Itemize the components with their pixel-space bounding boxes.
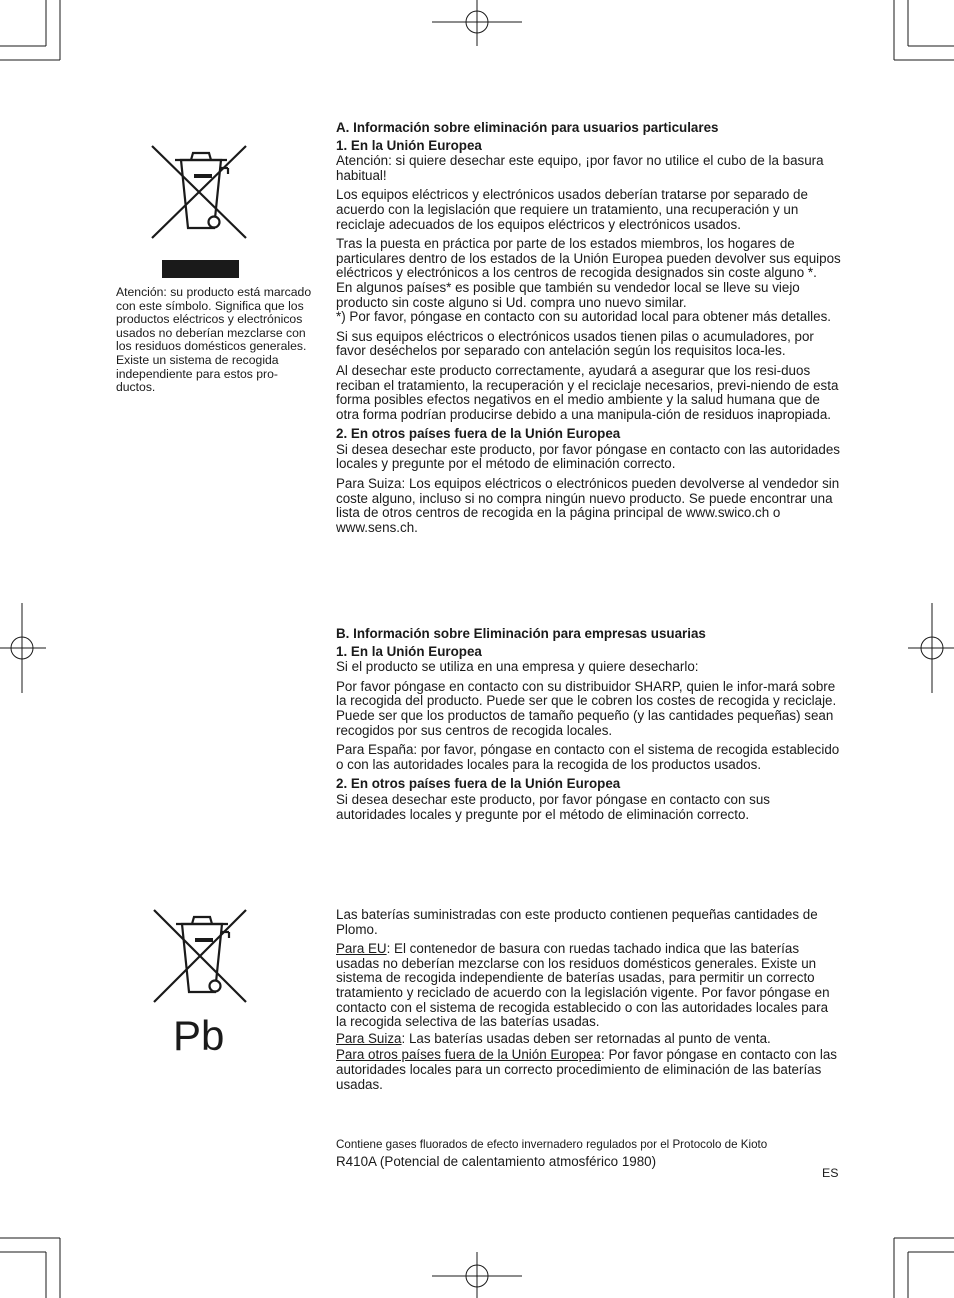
weee-symbol-notice: Atención: su producto está marcado con este símbolo. Significa que los productos eléctricos y electrónicos usados no deberían mezclarse con los residuos domésticos generales. Existe un sistema de recogida independiente para estos pro-ductos. (116, 285, 312, 395)
section-a-paragraph: Los equipos eléctricos y electrónicos usados deberían tratarse por separado de acuerdo con la legislación que requiere un tratamiento, una recuperación y un reciclaje adecuados de los equipos eléctricos y electrónicos usados. (336, 187, 808, 232)
section-a-paragraph: Si sus equipos eléctricos o electrónicos usados tienen pilas o acumuladores, por favor deséchelos por separado con antelación según los requisitos loca-les. (336, 328, 814, 359)
section-b-paragraph: Por favor póngase en contacto con su distribuidor SHARP, quien le infor-mará sobre la recogida del producto. Puede ser que le cobren los costes de recogida y reciclaje. Puede ser que los productos de tamaño pequeño (y las cantidades pequeñas) sean recogidos por sus centros de recogida locales. (336, 678, 837, 738)
section-a-paragraph: Para Suiza: Los equipos eléctricos o electrónicos pueden devolverse al vendedor sin coste alguno, incluso si no compra ningún nuevo producto. Se puede encontrar una lista de otros centros de recogida en la página principal de www.swico.ch o www.sens.ch. (336, 476, 840, 535)
section-a-paragraph: Al desechar este producto correctamente, ayudará a asegurar que los resi-duos reciban el tratamiento, la recuperación y el reciclaje necesarios, previ-niendo de esta forma posibles efectos negativos en el medio ambiente y la salud humana que de otra forma podrían producirse debido a una manipula-ción de residuos inapropiada. (336, 362, 839, 422)
batteries-other-label: Para otros países fuera de la Unión Europea (336, 1047, 602, 1063)
fluorinated-gas-notice: Contiene gases fluorados de efecto invernadero regulados por el Protocolo de Kioto (336, 1138, 768, 1151)
section-a-paragraph: Atención: si quiere desechar este equipo, ¡por favor no utilice el cubo de la basura habitual! (336, 153, 824, 183)
section-a-subtitle-other: 2. En otros países fuera de la Unión Europea (336, 426, 621, 442)
batteries-eu-label: Para EU (336, 941, 387, 957)
section-a-paragraph: Tras la puesta en práctica por parte de los estados miembros, los hogares de particulares dentro de los estados de la Unión Europea pueden devolver sus equipos eléctricos y electrónicos a los centros de recogida designados sin coste alguno *. (336, 236, 841, 281)
section-household-users (336, 121, 842, 540)
lead-symbol-label: Pb (173, 1012, 225, 1059)
batteries-ch-label: Para Suiza (336, 1030, 402, 1046)
section-b-paragraph: Si desea desechar este producto, por favor póngase en contacto con sus autoridades locales y pregunte por el método de eliminación correcto. (336, 791, 770, 822)
page-language-code: ES (822, 1166, 839, 1180)
section-a-paragraph: En algunos países* es posible que también su vendedor local se lleve su viejo producto sin coste alguno si Ud. compra uno nuevo similar. (336, 279, 800, 310)
batteries-other-text: : Por favor póngase en contacto con las autoridades locales para un correcto procedimiento de eliminación de las baterías usadas. (336, 1047, 837, 1092)
battery-crossed-bin-icon (150, 906, 250, 1006)
section-batteries (336, 908, 842, 1097)
section-a-title: A. Información sobre eliminación para usuarios particulares (336, 120, 719, 135)
refrigerant-info: R410A (Potencial de calentamiento atmosférico 1980) (336, 1154, 657, 1169)
section-b-subtitle-eu: 1. En la Unión Europea (336, 643, 482, 659)
batteries-paragraph: Las baterías suministradas con este producto contienen pequeñas cantidades de Plomo. (336, 907, 818, 937)
batteries-eu-text: : El contenedor de basura con ruedas tachado indica que las baterías usadas no deberían mezclarse con los residuos domésticos generales. Existe un sistema de recogida independiente de baterías usadas, para permitir un correcto tratamiento y reciclado de acuerdo con la legislación vigente. Por favor póngase en contacto con el sistema de recogida establecido o con las autoridades locales para la recogida selectiva de las baterías usadas. (336, 941, 830, 1030)
batteries-ch-text: : Las baterías usadas deben ser retornadas al punto de venta. (401, 1030, 771, 1046)
weee-underline-bar (162, 260, 239, 278)
batteries-other-paragraph (336, 1048, 842, 1092)
batteries-eu-paragraph (336, 942, 842, 1030)
crossed-bin-icon (148, 142, 250, 242)
section-b-paragraph: Si el producto se utiliza en una empresa y quiere desecharlo: (336, 659, 699, 675)
section-a-subtitle-eu: 1. En la Unión Europea (336, 137, 482, 153)
section-b-paragraph: Para España: por favor, póngase en contacto con el sistema de recogida establecido o con las autoridades locales para la recogida de los productos usados. (336, 742, 840, 772)
section-a-paragraph: Si desea desechar este producto, por favor póngase en contacto con las autoridades locales y pregunte por el método de eliminación correcto. (336, 441, 840, 472)
section-a-paragraph: *) Por favor, póngase en contacto con su autoridad local para obtener más detalles. (336, 309, 832, 325)
section-b-subtitle-other: 2. En otros países fuera de la Unión Europea (336, 776, 621, 792)
section-business-users (336, 627, 842, 827)
batteries-ch-paragraph (336, 1032, 842, 1047)
section-b-title: B. Información sobre Eliminación para empresas usuarias (336, 626, 706, 641)
